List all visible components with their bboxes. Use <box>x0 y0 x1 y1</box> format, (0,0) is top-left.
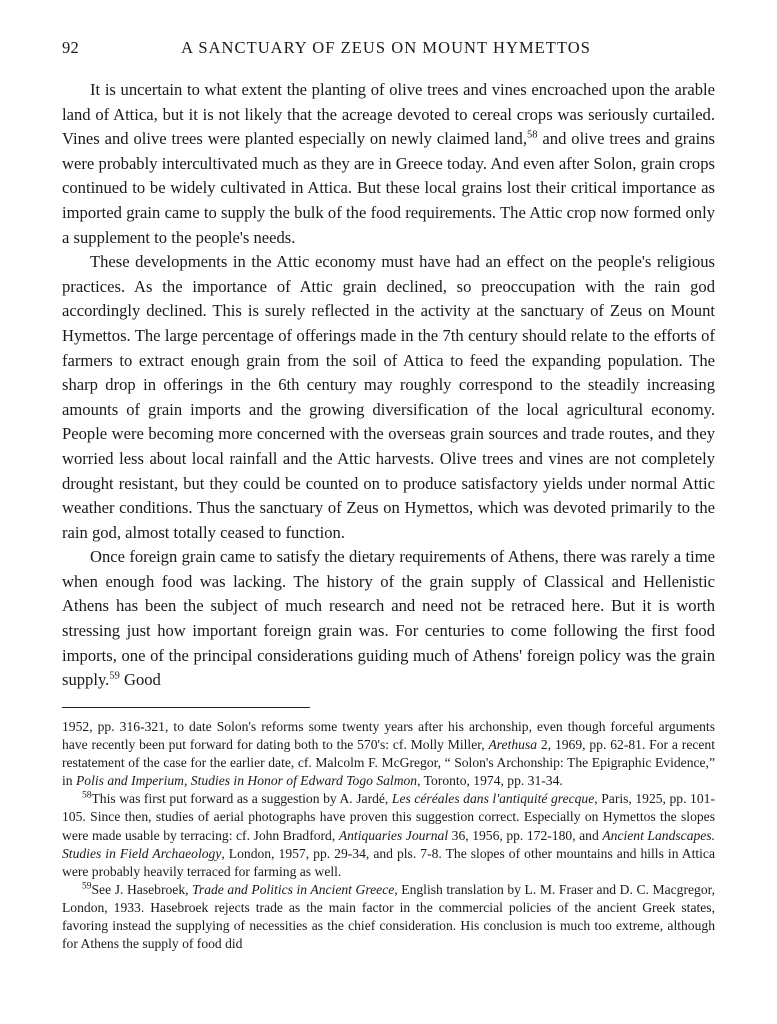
footnote-title: Polis and Imperium, Studies in Honor of Edward Togo Salmon <box>75 773 418 789</box>
paragraph-1-text-a: It is uncertain to what extent the planting of olive trees and vines encroached upon the arable land of Attica, but it is not likely that the acreage devoted to cereal crops was seriously curtailed. Vines and olive trees were planted especially on newly claimed land, <box>62 80 715 149</box>
footnote-title: Trade and Politics in Ancient Greece <box>192 881 395 897</box>
footnote-ref-58: 58 <box>527 129 538 141</box>
paragraph-1 <box>62 78 715 250</box>
footnote-text: This was first put forward as a suggestion by A. Jardé, <box>91 791 392 807</box>
footnote-text: , English translation by L. M. Fraser and D. C. Macgregor, London, 1933. Hasebroek rejects trade as the main factor in the commercial policies of the ancient Greek states, favoring instead the supplying of necessities as the chief consideration. His conclusion is much too extreme, although for Athens the supply of food did <box>62 881 715 952</box>
footnote-title: Les céréales dans l'antiquité grecque <box>391 791 595 807</box>
footnote <box>62 718 715 790</box>
footnote-text: , London, 1957, pp. 29-34, and pls. 7-8. The slopes of other mountains and hills in Attica were probably heavily terraced for farming as well. <box>62 845 715 879</box>
paragraph-1-text-b: and olive trees and grains were probably intercultivated much as they are in Greece today. And even after Solon, grain crops continued to be widely cultivated in Attica. But these local grains lost their critical importance as imported grain came to supply the bulk of the food requirements. The Attic crop now formed only a supplement to the people's needs. <box>62 129 715 247</box>
paragraph-2: These developments in the Attic economy must have had an effect on the people's religious practices. As the importance of Attic grain declined, so preoccupation with the rain god accordingly declined. This is surely reflected in the activity at the sanctuary of Zeus on Mount Hymettos. The large percentage of offerings made in the 7th century should relate to the efforts of farmers to extract enough grain from the soil of Attica to feed the expanding population. The sharp drop in offerings in the 6th century may roughly correspond to the steadily increasing amounts of grain imports and the growing diversification of the local agricultural economy. People were becoming more concerned with the overseas grain sources and trade routes, and they worried less about local rainfall and the Attic harvests. Olive trees and vines are not completely drought resistant, but they could be counted on to produce satisfactory yields under normal Attic weather conditions. Thus the sanctuary of Zeus on Hymettos, which was devoted primarily to the rain god, almost totally ceased to function. <box>62 252 715 542</box>
page-number: 92 <box>62 38 80 57</box>
footnote-separator-rule <box>62 707 310 708</box>
footnotes <box>62 718 715 953</box>
paragraph-3 <box>62 545 715 693</box>
footnote-ref-59: 59 <box>109 670 120 682</box>
footnote-marker: 58 <box>82 790 92 801</box>
page-header <box>62 38 715 60</box>
footnote-title: Ancient Landscapes. Studies in Field Archaeology <box>62 827 716 861</box>
footnote-text: , Toronto, 1974, pp. 31-34. <box>417 773 563 789</box>
footnote-title: Arethusa <box>488 737 538 753</box>
paragraph-3-text-b: Good <box>119 670 161 690</box>
footnote-title: Antiquaries Journal <box>338 827 449 843</box>
footnote <box>62 790 715 880</box>
footnote-text: , Paris, 1925, pp. 101-105. Since then, studies of aerial photographs have proven this suggestion correct. Especially on Hymettos the slopes were made usable by terracing: cf. John Bradford, <box>62 791 715 843</box>
running-title: A SANCTUARY OF ZEUS ON MOUNT HYMETTOS <box>181 38 591 57</box>
footnote-text: See J. Hasebroek, <box>91 881 193 897</box>
body-text <box>62 78 715 693</box>
footnote-marker: 59 <box>82 881 92 892</box>
footnote-text: 36, 1956, pp. 172-180, and <box>448 827 603 843</box>
footnote-text: 2, 1969, pp. 62-81. For a recent restatement of the case for the earlier date, cf. Malcolm F. McGregor, “ Solon's Archonship: The Epigraphic Evidence,” in <box>62 737 715 789</box>
footnote <box>62 881 715 953</box>
footnote-text: 1952, pp. 316-321, to date Solon's reforms some twenty years after his archonship, even though forceful arguments have recently been put forward for dating both to the 570's: cf. Molly Miller, <box>62 719 715 753</box>
paragraph-3-text-a: Once foreign grain came to satisfy the dietary requirements of Athens, there was rarely a time when enough food was lacking. The history of the grain supply of Classical and Hellenistic Athens has been the subject of much research and need not be retraced here. But it is worth stressing just how important foreign grain was. For centuries to come following the first food imports, one of the principal considerations guiding much of Athens' foreign policy was the grain supply. <box>62 547 715 690</box>
